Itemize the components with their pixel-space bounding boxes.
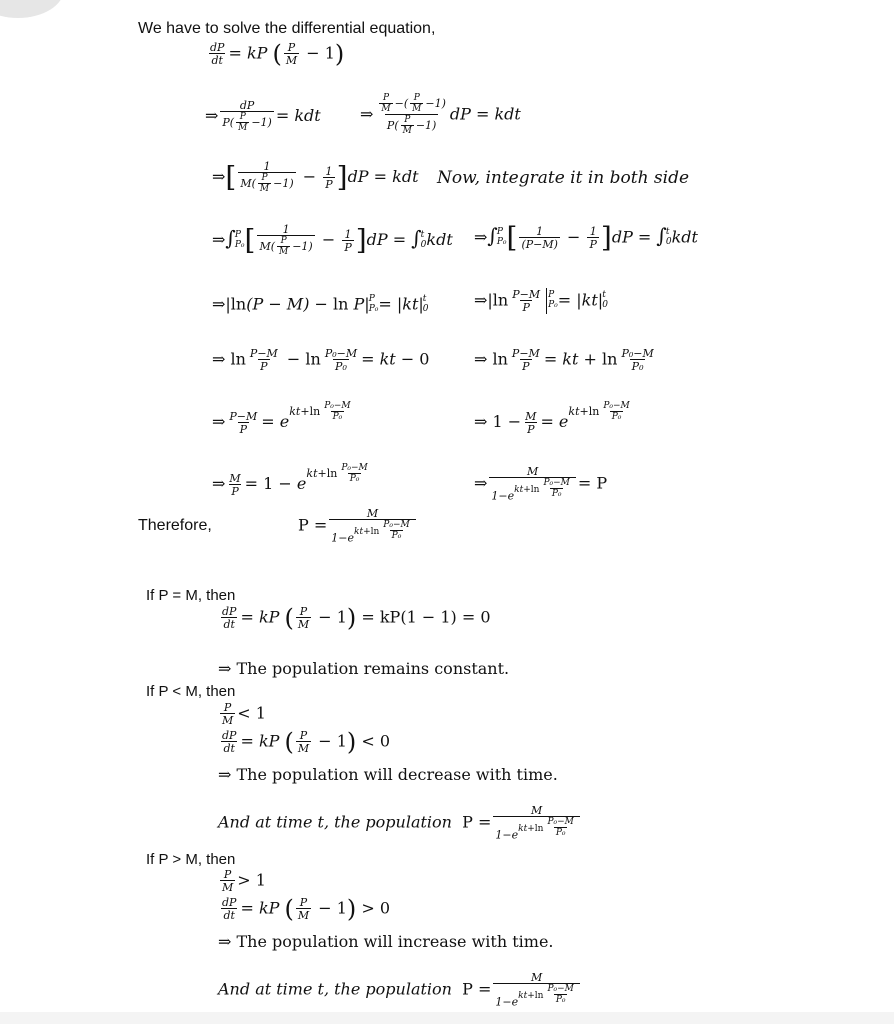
step7-right: ⇒ M $1-e^{kt+ln \frac{\text{P₀−M}}{\text{P₀}}}$ = P (474, 465, 608, 503)
case-less-heading: If P < M, then (146, 683, 236, 700)
step5-left: ⇒ ln $\frac{P-M}{P}$ − ln $\frac{\text{P₀−M}}{\text{P₀}}$ = kt − 0 (212, 347, 430, 373)
case-greater-final: And at time t, the population P = M $1-e^{kt+ln \frac{\text{P₀−M}}{\text{P₀}}}$ (218, 972, 582, 1008)
step1-right: ⇒ $\frac{P}{M}$ −( $\frac{P}{M}$ −1) P( $\frac{P}{M}$ −1) dP = kdt (360, 93, 521, 136)
case-less-ratio: $\frac{P}{M}$ < 1 (222, 701, 266, 727)
ode-equation: $\frac{dP}{dt}$ = kP ( $\frac{P}{M}$ − 1) (210, 40, 345, 68)
step4-right: ⇒|ln $\frac{P-M}{P}$ P P₀ = |kt| t 0 (474, 288, 608, 314)
step2-equation: ⇒[ 1 M( $\frac{P}{M}$ −1) − $\frac{1}{P}$ ]dP = kdt (212, 160, 419, 194)
case-less-result: ⇒ The population will decrease with time. (218, 765, 558, 784)
bottom-edge (0, 1012, 894, 1024)
step1-left: ⇒ dP P( $\frac{P}{M}$ −1) = kdt (205, 99, 321, 133)
case-greater-heading: If P > M, then (146, 851, 236, 868)
intro-text: We have to solve the differential equation, (138, 20, 436, 37)
step6-right: ⇒ 1 − $\frac{M}{P}$ = $e^{kt+ln \frac{\text{P₀−M}}{\text{P₀}}}$ (474, 401, 630, 436)
case-less-final: And at time t, the population P = M $1-e^{kt+ln \frac{\text{P₀−M}}{\text{P₀}}}$ (218, 805, 582, 841)
case-greater-result: ⇒ The population will increase with time. (218, 932, 554, 951)
step3-right: ⇒∫ P P₀ [ $\frac{1}{(P-M)}$ − $\frac{1}{P}$ ]dP = ∫ t 0 kdt (474, 221, 698, 254)
step7-left: ⇒ $\frac{M}{P}$ = $1 - e^{kt+ln \frac{\text{P₀−M}}{\text{P₀}}}$ (212, 463, 368, 498)
corner-decoration (0, 0, 64, 18)
step4-left: ⇒|ln(P − M) − ln P| P P₀ = |kt| t 0 (212, 294, 429, 314)
case-equal-equation: $\frac{dP}{dt}$ = kP ( $\frac{P}{M}$ − 1) = kP(1 − 1) = 0 (222, 604, 491, 632)
step5-right: ⇒ ln $\frac{P-M}{P}$ = kt + ln $\frac{\text{P₀−M}}{\text{P₀}}$ (474, 347, 654, 373)
case-equal-result: ⇒ The population remains constant. (218, 659, 510, 678)
case-greater-derivative: $\frac{dP}{dt}$ = kP ( $\frac{P}{M}$ − 1) > 0 (222, 895, 391, 923)
therefore-label: Therefore, (138, 517, 212, 534)
case-less-derivative: $\frac{dP}{dt}$ = kP ( $\frac{P}{M}$ − 1) < 0 (222, 728, 391, 756)
step6-left: ⇒ $\frac{P-M}{P}$ = $e^{kt+ln \frac{\text{P₀−M}}{\text{P₀}}}$ (212, 401, 351, 436)
solution-equation: P = M $1-e^{kt+ln \frac{\text{P₀−M}}{\text{P₀}}}$ (298, 508, 418, 544)
case-equal-heading: If P = M, then (146, 587, 236, 604)
case-greater-ratio: $\frac{P}{M}$ > 1 (222, 868, 266, 894)
step3-left: ⇒∫ P P₀ [ 1 M( $\frac{P}{M}$ −1) − $\frac{1}{P}$ ]dP = ∫ t 0 kdt (212, 223, 453, 257)
integrate-note: Now, integrate it in both side (437, 168, 690, 188)
